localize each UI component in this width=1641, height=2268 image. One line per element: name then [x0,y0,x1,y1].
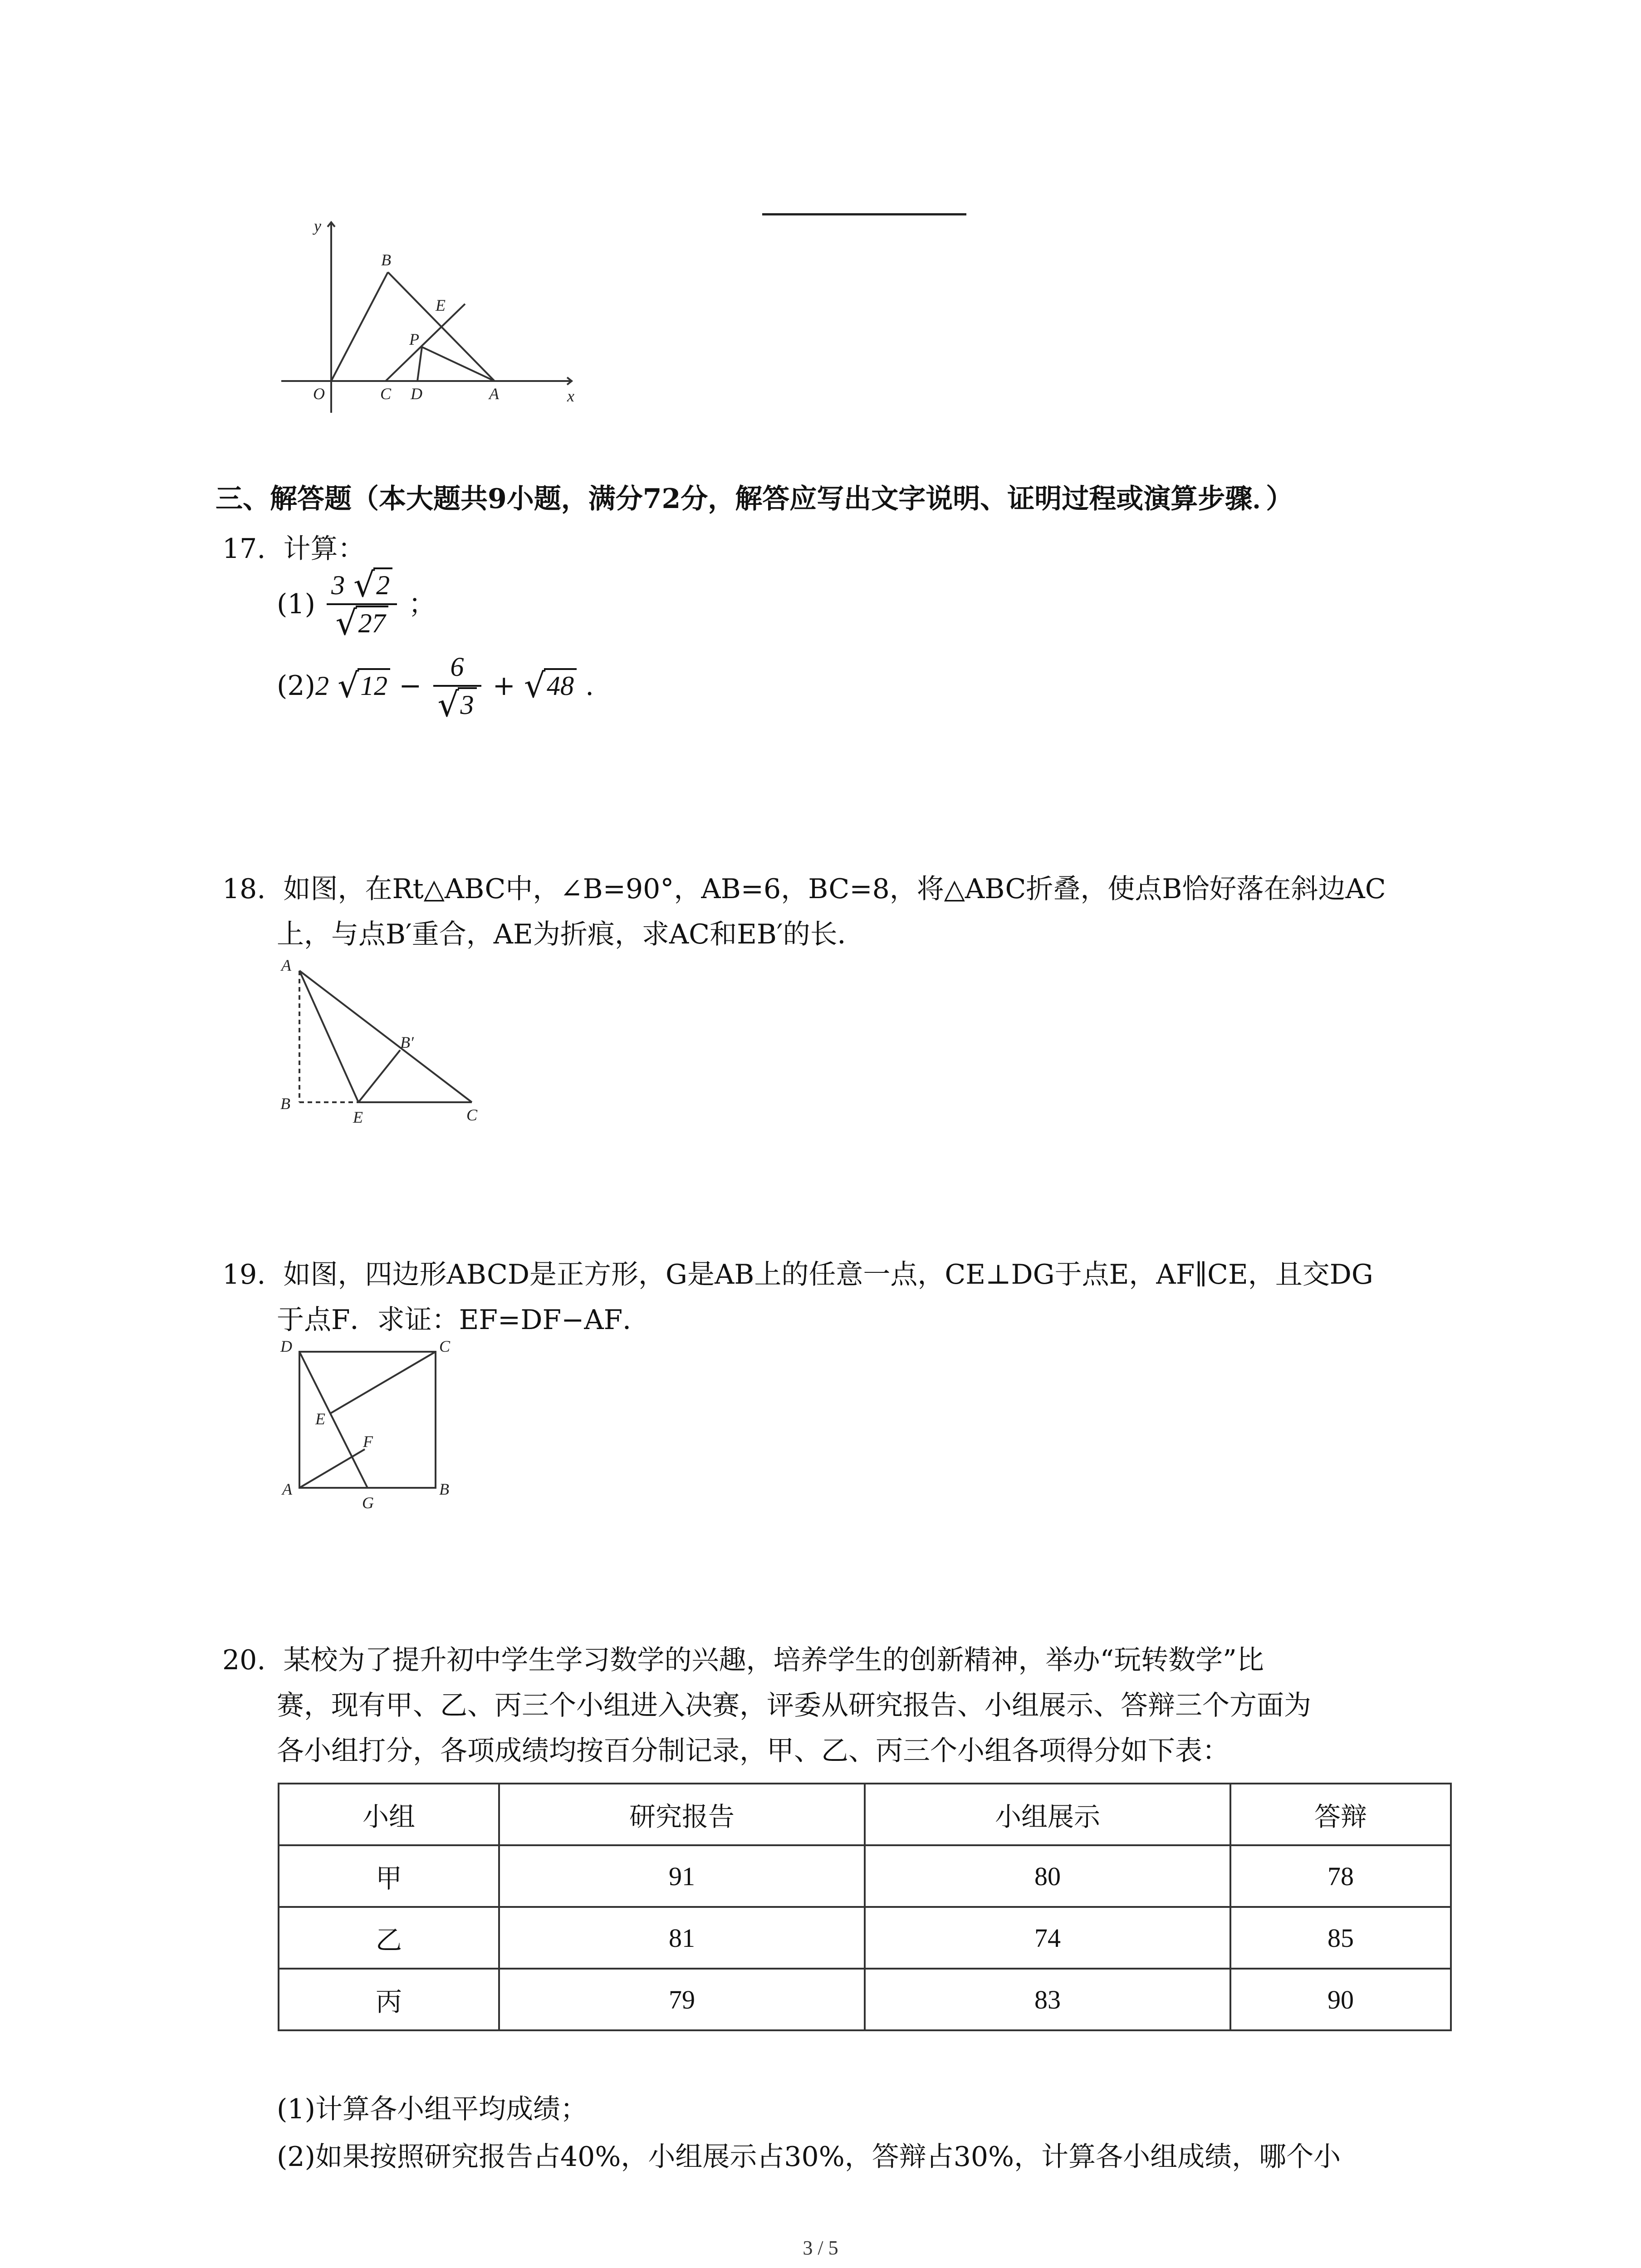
q17-p2-radicand2: 48 [544,668,577,702]
table-header-row [279,1784,1451,1845]
fig19-label-f: F [363,1432,373,1451]
q17-p2-frac-num: 6 [433,649,481,687]
table-cell: 81 [499,1907,865,1969]
q17-stem-line [222,531,365,567]
table-row [279,1969,1451,2030]
table-cell: 78 [1230,1845,1451,1907]
q20-number: 20. [222,1644,266,1676]
label-x: x [567,387,574,405]
q20-sub1: (1)计算各小组平均成绩； [277,2093,588,2125]
q20-line2: 赛，现有甲、乙、丙三个小组进入决赛，评委从研究报告、小组展示、答辩三个方面为 [277,1690,1311,1721]
q17-p2-minus: − [399,670,422,702]
table-header: 答辩 [1230,1784,1451,1845]
q17-p2-frac-den-radicand: 3 [458,687,477,721]
table-header: 研究报告 [499,1784,865,1845]
q17-part1 [277,567,436,641]
fig19-label-d: D [280,1338,292,1355]
label-y: y [314,217,321,235]
table-cell: 甲 [279,1845,499,1907]
label-c: C [380,385,392,403]
q17-p2-radicand1: 12 [358,668,390,702]
table-cell: 乙 [279,1907,499,1969]
q17-p2-label: (2) [277,670,315,702]
label-a: A [489,385,499,403]
figure-coordinate-triangle [272,213,590,417]
q19-text-1: 如图，四边形ABCD是正方形，G是AB上的任意一点，CE⊥DG于点E，AF∥CE，且交DG [283,1259,1373,1290]
q17-stem: 计算： [283,533,365,565]
label-o: O [313,385,325,403]
label-b: B [381,251,391,269]
q17-number: 17. [222,533,266,565]
q17-p1-label: (1) [277,588,315,620]
answer-blank-line [762,213,966,215]
fig19-label-a: A [282,1480,292,1498]
q17-p2-sqrt1: √ 12 [338,668,390,704]
section-heading: 三、解答题（本大题共9小题，满分72分，解答应写出文字说明、证明过程或演算步骤．） [216,483,1293,515]
fig18-label-e: E [353,1108,363,1126]
q20-line1 [222,1642,1264,1678]
fig19-label-g: G [362,1494,374,1510]
q17-p2-sqrt2: √ 48 [524,668,577,704]
table-cell: 74 [865,1907,1230,1969]
q18-number: 18. [222,873,266,905]
q17-p2-end: . [585,670,594,702]
q17-p1-num-radicand: 2 [373,567,392,601]
q19-number: 19. [222,1259,266,1290]
table-cell: 80 [865,1845,1230,1907]
table-cell: 79 [499,1969,865,2030]
q17-p1-den-radicand: 27 [356,606,388,639]
q17-p2-coef: 2 [315,671,329,701]
q20-line3: 各小组打分，各项成绩均按百分制记录，甲、乙、丙三个小组各项得分如下表： [277,1735,1230,1767]
q20-text-1: 某校为了提升初中学生学习数学的兴趣，培养学生的创新精神，举办“玩转数学”比 [283,1644,1264,1676]
figure-square [272,1338,472,1510]
q19-line1 [222,1256,1373,1293]
q18-line2: 上，与点B′重合，AE为折痕，求AC和EB′的长． [277,919,865,950]
q17-p1-den-sqrt: √ 27 [336,605,388,641]
label-p: P [409,330,419,348]
q17-p1-fraction [327,567,397,641]
fig19-label-b: B [439,1480,449,1498]
fig19-label-c: C [439,1338,451,1355]
figure-fold-triangle [272,957,508,1129]
q17-p2-fraction [433,649,481,723]
table-cell: 91 [499,1845,865,1907]
q17-p2-plus: + [492,670,515,702]
table-cell: 丙 [279,1969,499,2030]
fig18-label-a: A [281,957,291,974]
table-cell: 85 [1230,1907,1451,1969]
q20-sub2: (2)如果按照研究报告占40%，小组展示占30%，答辩占30%，计算各小组成绩，哪个小 [277,2141,1341,2173]
label-e: E [436,296,446,314]
label-d: D [411,385,422,403]
score-table [278,1783,1452,2031]
q18-text-1: 如图，在Rt△ABC中，∠B=90°，AB=6，BC=8，将△ABC折叠，使点B恰好落在斜边AC [283,873,1386,905]
q17-p1-end: ； [408,588,436,620]
q17-p1-num-sqrt: √ 2 [353,567,392,603]
q17-p2-frac-den-sqrt: √ 3 [438,687,477,723]
fig18-label-b: B [280,1095,290,1113]
table-cell: 90 [1230,1969,1451,2030]
table-row [279,1845,1451,1907]
fig18-label-bprime: B′ [400,1033,414,1051]
q19-line2: 于点F．求证：EF=DF−AF． [277,1304,650,1336]
fig18-label-c: C [466,1106,478,1124]
q17-p1-num-coef: 3 [331,570,345,600]
q18-line1 [222,871,1386,907]
page-number: 3 / 5 [803,2237,838,2259]
table-cell: 83 [865,1969,1230,2030]
table-header: 小组展示 [865,1784,1230,1845]
table-row [279,1907,1451,1969]
table-header: 小组 [279,1784,499,1845]
fig19-label-e: E [315,1410,325,1428]
q17-part2 [277,649,594,723]
